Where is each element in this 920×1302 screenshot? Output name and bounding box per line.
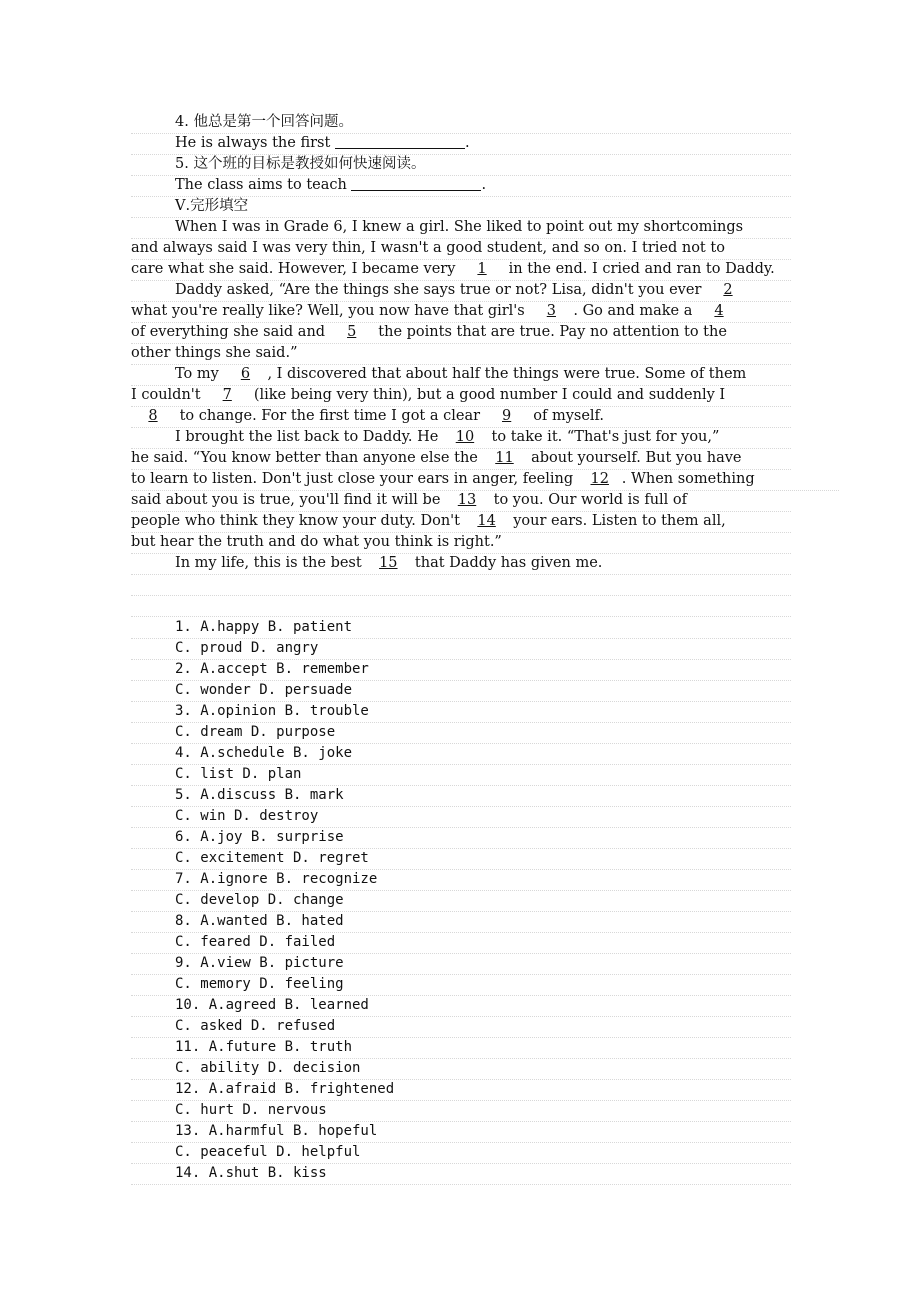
passage-line [131,511,791,533]
option-line: 1. A.happy B. patient [131,617,791,639]
passage-line [131,448,791,470]
text: in the end. I cried and ran to Daddy. [504,261,775,277]
text: , I discovered that about half the things were true. Some of them [267,366,747,382]
translation-item-4-cn: 4. 他总是第一个回答问题。 [131,112,791,134]
text: the points that are true. Pay no attention to the [373,324,727,340]
cloze-blank-2[interactable]: 2 [723,282,733,298]
option-line: 5. A.discuss B. mark [131,785,791,807]
answer-blank[interactable] [335,134,465,149]
passage-line [131,280,791,302]
sentence-prefix: The class aims to teach [175,177,352,193]
text: (like being very thin), but a good number I could and suddenly I [249,387,726,403]
passage-line [131,385,791,407]
text: I couldn't [131,387,206,403]
option-line: 9. A.view B. picture [131,953,791,975]
empty-line [131,574,791,596]
cloze-blank-13[interactable]: 13 [457,492,477,508]
option-line: C. dream D. purpose [131,722,791,744]
passage-line: but hear the truth and do what you think is right.” [131,532,791,554]
passage-line [131,490,791,512]
text: your ears. Listen to them all, [508,513,726,529]
text: . When something [621,471,755,487]
text: to change. For the first time I got a clear [175,408,485,424]
text: about yourself. But you have [526,450,742,466]
sentence-prefix: He is always the first [175,135,335,151]
cloze-blank-4[interactable]: 4 [714,303,724,319]
empty-line [131,595,791,617]
section-title: Ⅴ.完形填空 [131,196,791,218]
cloze-blank-6[interactable]: 6 [240,366,251,382]
option-line: C. feared D. failed [131,932,791,954]
translation-item-4-en [131,133,791,155]
option-line: 13. A.harmful B. hopeful [131,1121,791,1143]
option-line: 2. A.accept B. remember [131,659,791,681]
option-line: C. list D. plan [131,764,791,786]
cloze-blank-7[interactable]: 7 [222,387,232,403]
cloze-blank-8[interactable]: 8 [148,408,158,424]
text: Daddy asked, “Are the things she says true or not? Lisa, didn't you ever [175,282,706,298]
option-line: 6. A.joy B. surprise [131,827,791,849]
text: to you. Our world is full of [489,492,688,508]
option-line: C. develop D. change [131,890,791,912]
option-line: C. excitement D. regret [131,848,791,870]
text: To my [175,366,224,382]
cloze-blank-10[interactable]: 10 [455,429,475,445]
text: care what she said. However, I became very [131,261,461,277]
sentence-suffix: . [464,135,470,151]
cloze-blank-9[interactable]: 9 [502,408,512,424]
option-line: 10. A.agreed B. learned [131,995,791,1017]
text: of everything she said and [131,324,330,340]
option-line: 11. A.future B. truth [131,1037,791,1059]
option-line: 3. A.opinion B. trouble [131,701,791,723]
passage-line [131,259,791,281]
option-line: 7. A.ignore B. recognize [131,869,791,891]
option-line: 12. A.afraid B. frightened [131,1079,791,1101]
passage-line [131,427,791,449]
passage-line: other things she said.” [131,343,791,365]
text: I brought the list back to Daddy. He [175,429,443,445]
text: that Daddy has given me. [410,555,603,571]
passage-line: and always said I was very thin, I wasn't a good student, and so on. I tried not to [131,238,791,260]
answer-blank[interactable] [351,176,481,191]
text: he said. “You know better than anyone else the [131,450,483,466]
text: to learn to listen. Don't just close your ears in anger, feeling [131,471,578,487]
option-line: C. wonder D. persuade [131,680,791,702]
passage-line: When I was in Grade 6, I knew a girl. She liked to point out my shortcomings [131,217,791,239]
sentence-suffix: . [481,177,487,193]
translation-item-5-en [131,175,791,197]
option-line: 14. A.shut B. kiss [131,1163,791,1185]
option-line: C. hurt D. nervous [131,1100,791,1122]
passage-line [131,364,791,386]
text: people who think they know your duty. Don't [131,513,465,529]
cloze-blank-12[interactable]: 12 [590,471,609,487]
text: . Go and make a [573,303,697,319]
text: what you're really like? Well, you now have that girl's [131,303,530,319]
text: to take it. “That's just for you,” [486,429,720,445]
option-line: C. proud D. angry [131,638,791,660]
text: of myself. [528,408,605,424]
passage-line [131,301,791,323]
cloze-blank-1[interactable]: 1 [477,261,487,277]
cloze-blank-5[interactable]: 5 [347,324,357,340]
passage-line [131,553,791,575]
passage-line [131,469,839,491]
cloze-blank-14[interactable]: 14 [477,513,496,529]
option-line: C. asked D. refused [131,1016,791,1038]
cloze-blank-11[interactable]: 11 [495,450,514,466]
cloze-blank-3[interactable]: 3 [546,303,556,319]
text: In my life, this is the best [175,555,367,571]
option-line: C. memory D. feeling [131,974,791,996]
text: said about you is true, you'll find it will be [131,492,446,508]
option-line: C. peaceful D. helpful [131,1142,791,1164]
passage-line [131,406,791,428]
cloze-blank-15[interactable]: 15 [379,555,398,571]
option-line: C. win D. destroy [131,806,791,828]
passage-line [131,322,791,344]
translation-item-5-cn: 5. 这个班的目标是教授如何快速阅读。 [131,154,791,176]
option-line: C. ability D. decision [131,1058,791,1080]
option-line: 4. A.schedule B. joke [131,743,791,765]
option-line: 8. A.wanted B. hated [131,911,791,933]
